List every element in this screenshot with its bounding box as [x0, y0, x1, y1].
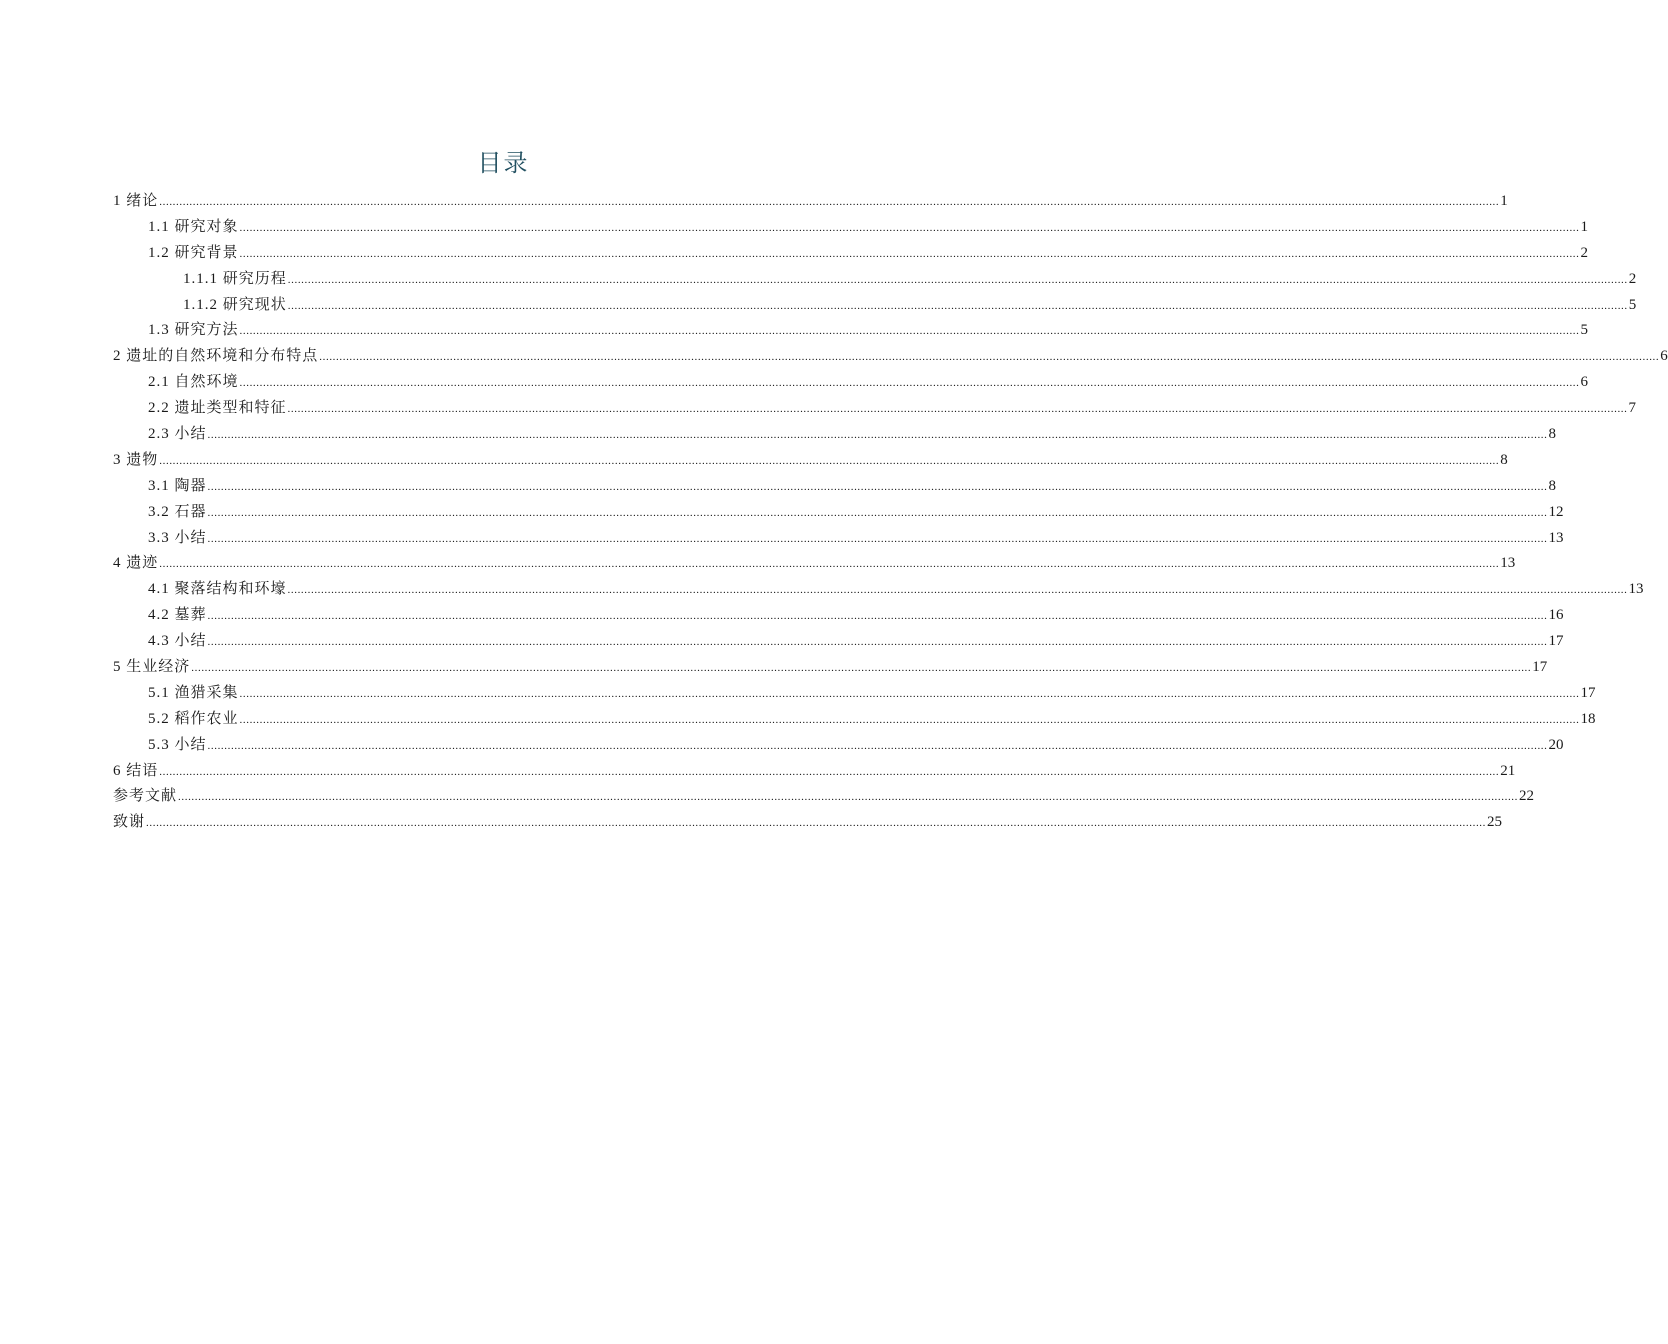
toc-entry[interactable] [113, 629, 1564, 655]
toc-entry-text: 4 遗迹 [113, 555, 159, 572]
toc-entry[interactable] [113, 500, 1564, 526]
toc-entry[interactable] [113, 603, 1564, 629]
toc-entry-text: 6 结语 [113, 762, 159, 779]
toc-entry-text: 1.3 研究方法 [148, 322, 239, 339]
dot-leader: ................................................................................................................................................................................................................................................................................................................................................................................................................ [159, 454, 1500, 467]
toc-entry[interactable] [113, 526, 1564, 552]
toc-entry-text: 5.3 小结 [148, 736, 207, 753]
toc-page-number: 13 [1628, 581, 1644, 598]
toc-entry[interactable] [113, 784, 1535, 810]
toc-entry-text: 3 遗物 [113, 451, 159, 468]
toc-page-number: 5 [1580, 322, 1589, 339]
dot-leader: ................................................................................................................................................................................................................................................................................................................................................................................................................ [207, 506, 1548, 519]
toc-entry[interactable] [113, 293, 1637, 319]
dot-leader: ................................................................................................................................................................................................................................................................................................................................................................................................................ [146, 817, 1487, 830]
dot-leader: ................................................................................................................................................................................................................................................................................................................................................................................................................ [207, 429, 1548, 442]
toc-page-number: 8 [1548, 477, 1557, 494]
dot-leader: ................................................................................................................................................................................................................................................................................................................................................................................................................ [159, 558, 1500, 571]
dot-leader: ................................................................................................................................................................................................................................................................................................................................................................................................................ [287, 584, 1628, 597]
dot-leader: ................................................................................................................................................................................................................................................................................................................................................................................................................ [159, 196, 1500, 208]
toc-entry[interactable] [113, 344, 1668, 370]
toc-entry[interactable] [113, 577, 1644, 603]
toc-entry-text: 2.1 自然环境 [148, 374, 239, 391]
toc-page-number: 8 [1500, 451, 1508, 468]
toc-entry[interactable] [113, 655, 1548, 681]
dot-leader: ................................................................................................................................................................................................................................................................................................................................................................................................................ [239, 687, 1580, 700]
toc-page-number: 18 [1580, 710, 1596, 727]
toc-entry[interactable] [113, 318, 1589, 344]
toc-page-number: 17 [1580, 684, 1596, 701]
dot-leader: ................................................................................................................................................................................................................................................................................................................................................................................................................ [207, 610, 1548, 623]
toc-entry[interactable] [113, 189, 1508, 215]
toc-page-number: 21 [1500, 762, 1516, 779]
toc-page-number: 6 [1660, 348, 1668, 365]
toc-page-number: 17 [1548, 633, 1564, 650]
toc-page-number: 12 [1548, 503, 1564, 520]
toc-page-number: 17 [1532, 659, 1548, 676]
dot-leader: ................................................................................................................................................................................................................................................................................................................................................................................................................ [239, 713, 1580, 726]
toc-page-number: 8 [1548, 426, 1557, 443]
toc-entry[interactable] [113, 396, 1637, 422]
dot-leader: ................................................................................................................................................................................................................................................................................................................................................................................................................ [319, 351, 1660, 364]
toc-entry-text: 5.1 渔猎采集 [148, 684, 239, 701]
toc-list [113, 189, 1668, 836]
toc-page-number: 13 [1500, 555, 1516, 572]
dot-leader: ................................................................................................................................................................................................................................................................................................................................................................................................................ [239, 377, 1580, 390]
toc-entry-text: 5.2 稻作农业 [148, 710, 239, 727]
toc-page-number: 22 [1519, 788, 1535, 805]
dot-leader: ................................................................................................................................................................................................................................................................................................................................................................................................................ [239, 325, 1580, 338]
toc-entry-text: 2.2 遗址类型和特征 [148, 400, 287, 417]
toc-entry-text: 1.1 研究对象 [148, 218, 239, 235]
toc-entry-text: 致谢 [113, 814, 146, 831]
toc-page-number: 25 [1487, 814, 1503, 831]
toc-entry-text: 4.3 小结 [148, 633, 207, 650]
dot-leader: ................................................................................................................................................................................................................................................................................................................................................................................................................ [287, 299, 1628, 312]
toc-entry-text: 4.1 聚落结构和环壕 [148, 581, 287, 598]
toc-entry[interactable] [113, 551, 1516, 577]
dot-leader: ................................................................................................................................................................................................................................................................................................................................................................................................................ [159, 765, 1500, 778]
toc-page-number: 1 [1580, 218, 1589, 235]
dot-leader: ................................................................................................................................................................................................................................................................................................................................................................................................................ [178, 791, 1519, 804]
toc-entry-text: 3.1 陶器 [148, 477, 207, 494]
toc-entry[interactable] [113, 474, 1557, 500]
toc-entry[interactable] [113, 370, 1589, 396]
toc-entry-text: 1.1.2 研究现状 [183, 296, 287, 313]
toc-page-number: 2 [1580, 244, 1589, 261]
toc-page-number: 13 [1548, 529, 1564, 546]
toc-entry-text: 5 生业经济 [113, 659, 191, 676]
toc-entry[interactable] [113, 810, 1503, 836]
toc-entry-text: 2.3 小结 [148, 426, 207, 443]
dot-leader: ................................................................................................................................................................................................................................................................................................................................................................................................................ [207, 636, 1548, 649]
toc-page-number: 1 [1500, 193, 1508, 209]
toc-entry[interactable] [113, 448, 1508, 474]
dot-leader: ................................................................................................................................................................................................................................................................................................................................................................................................................ [239, 221, 1580, 234]
toc-entry-text: 3.3 小结 [148, 529, 207, 546]
toc-entry[interactable] [113, 733, 1564, 759]
toc-page-number: 7 [1628, 400, 1637, 417]
toc-entry[interactable] [113, 267, 1637, 293]
toc-entry-text: 4.2 墓葬 [148, 607, 207, 624]
dot-leader: ................................................................................................................................................................................................................................................................................................................................................................................................................ [207, 532, 1548, 545]
toc-entry[interactable] [113, 422, 1557, 448]
dot-leader: ................................................................................................................................................................................................................................................................................................................................................................................................................ [191, 662, 1532, 675]
toc-page-number: 5 [1628, 296, 1637, 313]
dot-leader: ................................................................................................................................................................................................................................................................................................................................................................................................................ [207, 739, 1548, 752]
toc-entry-text: 1.1.1 研究历程 [183, 270, 287, 287]
dot-leader: ................................................................................................................................................................................................................................................................................................................................................................................................................ [287, 403, 1628, 416]
toc-entry[interactable] [113, 707, 1596, 733]
toc-entry-text: 3.2 石器 [148, 503, 207, 520]
toc-page-number: 16 [1548, 607, 1564, 624]
toc-entry-text: 参考文献 [113, 788, 178, 805]
toc-entry-text: 1.2 研究背景 [148, 244, 239, 261]
dot-leader: ................................................................................................................................................................................................................................................................................................................................................................................................................ [239, 247, 1580, 260]
toc-entry-text: 2 遗址的自然环境和分布特点 [113, 348, 319, 365]
toc-page-number: 20 [1548, 736, 1564, 753]
toc-entry[interactable] [113, 241, 1589, 267]
toc-entry[interactable] [113, 759, 1516, 785]
toc-entry[interactable] [113, 681, 1596, 707]
dot-leader: ................................................................................................................................................................................................................................................................................................................................................................................................................ [207, 480, 1548, 493]
dot-leader: ................................................................................................................................................................................................................................................................................................................................................................................................................ [287, 273, 1628, 286]
toc-entry-text: 1 绪论 [113, 193, 159, 209]
toc-title: 目录 [477, 149, 530, 177]
toc-page-number: 2 [1628, 270, 1637, 287]
toc-page-number: 6 [1580, 374, 1589, 391]
toc-entry[interactable] [113, 215, 1589, 241]
